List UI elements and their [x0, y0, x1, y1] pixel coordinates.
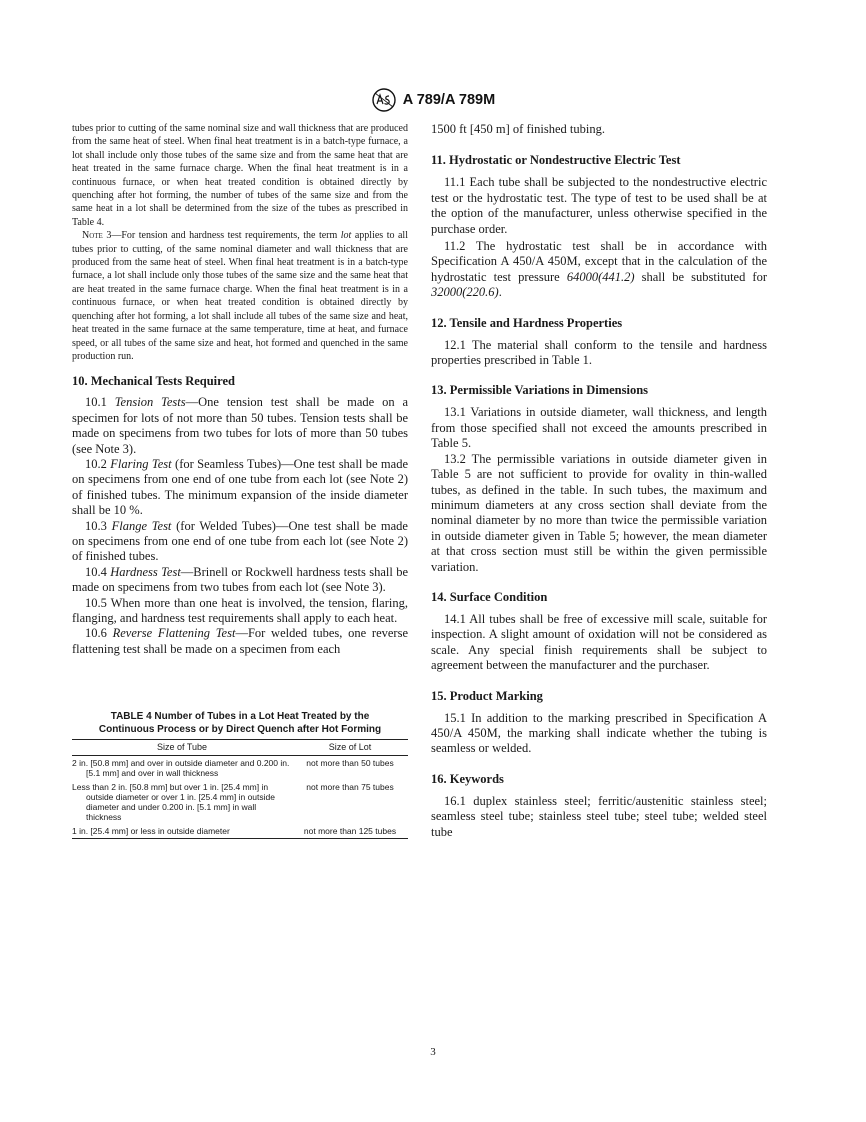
para-num: 10.3 [85, 518, 107, 533]
section-12-heading: 12. Tensile and Hardness Properties [431, 315, 623, 330]
intro-paragraph: tubes prior to cutting of the same nominal size and wall thickness that are produced from the same heat of steel. When final heat treatment is in a batch-type furnace, a lot shall include only those tubes of the same size and from the same heat that are heat treated in the same furnace charge. When the final heat treatment is in a continuous furnace, or when heat treated condition is obtained directly by quenching after hot forming, the number of tubes of the same size and from the same heat in a lot shall be determined from the size of the tubes as prescribed in Table 4. [72, 123, 408, 228]
note-3 [72, 229, 408, 363]
section-15-heading: 15. Product Marking [431, 688, 543, 703]
section-11-heading: 11. Hydrostatic or Nondestructive Electric Test [431, 153, 681, 168]
para-title: Hardness Test [110, 564, 181, 579]
para-num: 10.6 [85, 626, 107, 641]
right-column [431, 122, 767, 840]
note-3-text-cont: applies to all tubes prior to cutting, of the same nominal diameter and wall thickness that are produced from the same heat of steel. When final heat treatment is in a batch-type furnace, a lot shall include only those tubes of the same size and the same heat that are heat treated in the same furnace charge. When the final heat treatment is in a continuous furnace, or when heat treated condition is obtained directly by quenching after hot forming, a lot shall include all tubes of the same size and heat, heat treated in the same furnace at the same temperature, time at heat, and furnace speed, or all tubes of the same size and heat, hot formed and quenched in the same production run. [72, 230, 408, 362]
paragraph-13-2: 13.2 The permissible variations in outside diameter given in Table 5 are not sufficient to provide for ovality in thin-walled tubes, as defined in the table. In such tubes, the maximum and minimum diameters at any cross section shall deviate from the nominal diameter by no more than twice the permissible variation in outside diameter given in Table 5; however, the mean diameter at that cross section must still be within the given permissible variation. [431, 451, 767, 574]
paragraph-10-3 [72, 519, 408, 565]
note-3-text: —For tension and hardness test requirements, the term [111, 230, 341, 242]
section-10-heading: 10. Mechanical Tests Required [72, 374, 235, 389]
document-designation: A 789/A 789M [402, 92, 496, 108]
para-text: —For welded tubes, one reverse flattening test shall be made on a specimen from each [72, 626, 409, 656]
para-text: (for Welded Tubes)—One test shall be made on specimens from one end of one tube from each lot (see Note 2) of finished tubes. [72, 518, 408, 564]
paragraph-11-1: 11.1 Each tube shall be subjected to the nondestructive electric test or the hydrostatic test. The type of test to be used shall be at the option of the manufacturer, unless otherwise specified in the purchase order. [431, 175, 767, 236]
section-13-heading: 13. Permissible Variations in Dimensions [431, 383, 649, 398]
paragraph-10-4 [72, 565, 408, 596]
column-header-size-of-tube: Size of Tube [72, 740, 292, 756]
paragraph-13-1: 13.1 Variations in outside diameter, wall thickness, and length from those specified shall not exceed the amounts prescribed in Table 5. [431, 405, 767, 451]
para-num: 10.1 [85, 395, 107, 410]
para-text: When more than one heat is involved, the tension, flaring, flanging, and hardness test requirements shall apply to each heat. [72, 595, 408, 625]
left-column [72, 122, 408, 657]
continuation-text: 1500 ft [450 m] of finished tubing. [431, 122, 605, 136]
para-text: —Brinell or Rockwell hardness tests shall be made on specimens from two tubes from each lot (see Note 3). [72, 564, 408, 595]
paragraph-10-5 [72, 596, 408, 627]
astm-logo-icon [371, 88, 397, 112]
paragraph-10-2 [72, 457, 408, 519]
table-4-grid [72, 739, 408, 839]
para-text: (for Seamless Tubes)—One test shall be made on specimens from one end of one tube from each lot (see Note 2) of finished tubes. The minimum expansion of the inside diameter shall be 10 %. [72, 456, 409, 518]
para-text: shall be substituted for [634, 269, 767, 284]
page-number: 3 [430, 1046, 436, 1058]
paragraph-12-1: 12.1 The material shall conform to the tensile and hardness properties prescribed in Table 1. [431, 337, 767, 368]
paragraph-16-1: 16.1 duplex stainless steel; ferritic/austenitic stainless steel; seamless steel tube; stainless steel tube; steel tube; welded steel tube [431, 793, 767, 839]
paragraph-14-1: 14.1 All tubes shall be free of excessive mill scale, suitable for inspection. A slight amount of oxidation will not be considered as scale. Any special finish requirements shall be subject to agreement between the manufacturer and the purchaser. [431, 611, 767, 673]
tube-size-cell: Less than 2 in. [50.8 mm] but over 1 in. [25.4 mm] in outside diameter or over 1 in. [25.4 mm] in outside diameter and under 0.200 in. [5.1 mm] in wall thickness [72, 782, 275, 822]
note-3-term: lot [340, 230, 352, 242]
table-row [72, 824, 408, 839]
lot-size-cell: not more than 50 tubes [306, 758, 394, 768]
paragraph-15-1: 15.1 In addition to the marking prescribed in Specification A 450/A 450M, the marking shall indicate whether the tubing is seamless or welded. [431, 710, 767, 756]
para-num: 10.4 [85, 564, 107, 579]
para-title: Flaring Test [110, 456, 172, 471]
tube-size-cell: 2 in. [50.8 mm] and over in outside diameter and 0.200 in. [5.1 mm] and over in wall thickness [72, 758, 290, 778]
lot-size-cell: not more than 125 tubes [303, 826, 397, 836]
pressure-value-old: 32000(220.6) [431, 285, 499, 300]
table-4-caption-line-1: TABLE 4 Number of Tubes in a Lot Heat Treated by the [110, 711, 370, 722]
table-4 [72, 710, 408, 839]
paragraph-11-2 [431, 239, 767, 301]
section-14-heading: 14. Surface Condition [431, 589, 548, 604]
table-4-caption-line-2: Continuous Process or by Direct Quench after Hot Forming [98, 724, 382, 735]
para-text: 11.2 The hydrostatic test shall be in accordance with Specification A 450/A 450M, except that in the calculation of the hydrostatic test pressure [431, 239, 767, 284]
table-row [72, 780, 408, 824]
para-num: 10.5 [85, 595, 107, 610]
para-text: —One tension test shall be made on a specimen for lots of not more than 50 tubes. Tension tests shall be made on specimens from two tubes for lots of more than 50 tubes (see Note 3). [72, 395, 409, 456]
lot-size-cell: not more than 75 tubes [306, 782, 394, 792]
para-text: . [498, 285, 502, 300]
column-header-size-of-lot: Size of Lot [292, 740, 408, 756]
para-num: 10.2 [85, 456, 107, 471]
paragraph-10-6 [72, 626, 408, 657]
paragraph-10-1 [72, 395, 408, 457]
para-title: Flange Test [111, 518, 172, 533]
table-header-row [72, 740, 408, 756]
para-title: Tension Tests [114, 395, 186, 410]
para-title: Reverse Flattening Test [112, 626, 236, 641]
document-header [0, 88, 866, 112]
note-3-label: Note 3 [82, 230, 112, 242]
pressure-value-new: 64000(441.2) [566, 269, 635, 284]
tube-size-cell: 1 in. [25.4 mm] or less in outside diameter [72, 826, 230, 836]
section-16-heading: 16. Keywords [431, 771, 504, 786]
table-row [72, 756, 408, 781]
